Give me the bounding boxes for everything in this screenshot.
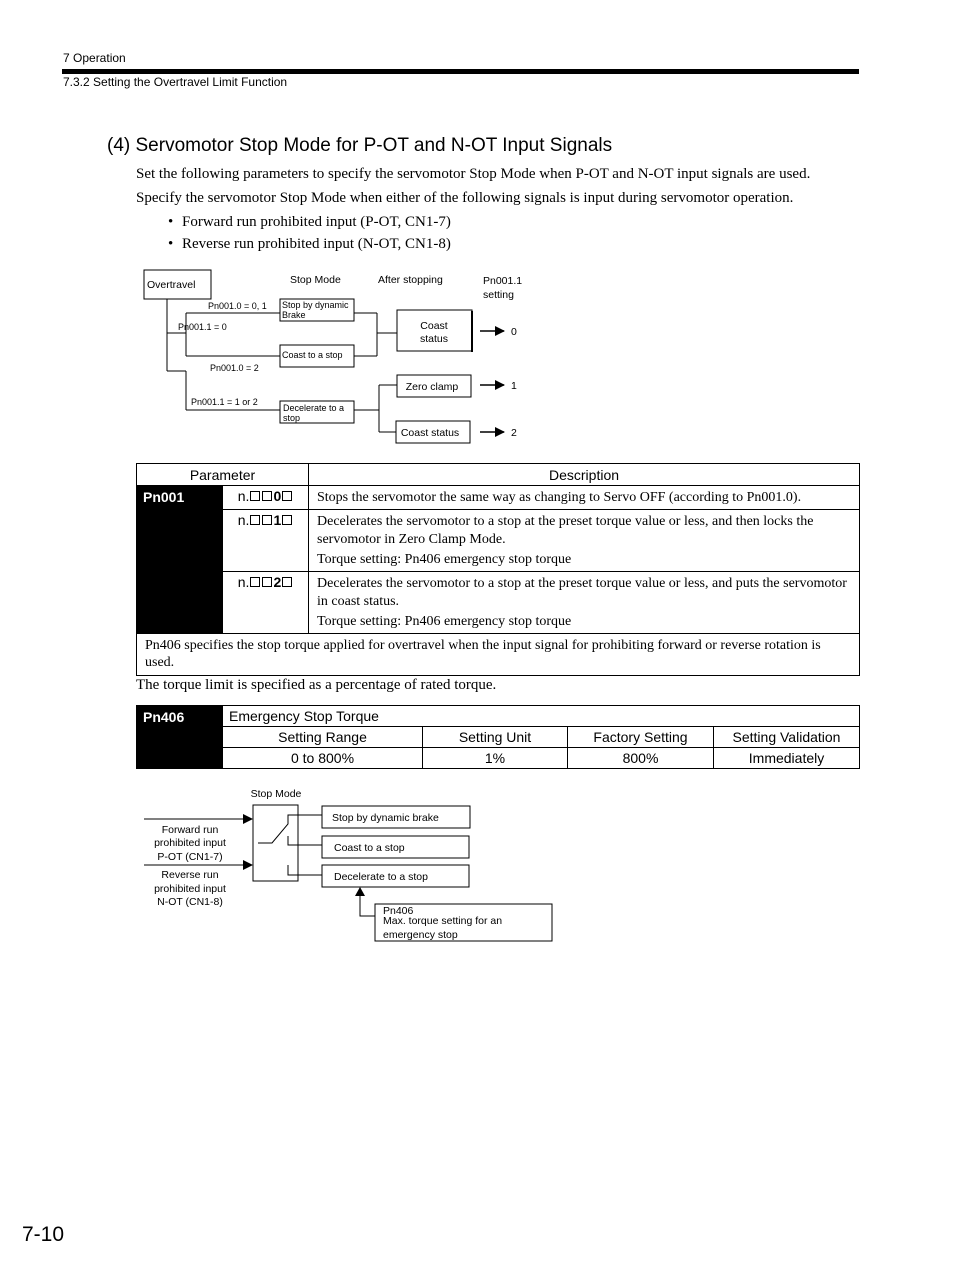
section-header: 7.3.2 Setting the Overtravel Limit Function xyxy=(63,75,288,89)
param-note: Pn406 specifies the stop torque applied for overtravel when the input signal for prohibiting forward or reverse rotation is used. xyxy=(137,634,860,676)
section-title: (4) Servomotor Stop Mode for P-OT and N-OT Input Signals xyxy=(107,135,613,156)
header-parameter: Parameter xyxy=(137,464,309,486)
page-number: 7-10 xyxy=(22,1223,65,1246)
coast-to-stop-label: Coast to a stop xyxy=(282,350,343,360)
pn406-cell: Pn406 xyxy=(137,706,223,769)
chapter-header: 7 Operation xyxy=(63,51,126,65)
fwd-line1: Forward run xyxy=(161,824,219,836)
header-setting-range: Setting Range xyxy=(223,727,423,748)
param-description: Decelerates the servomotor to a stop at the preset torque value or less, and then locks the servomotor in Zero Clamp Mode. Torque setting: Pn406 emergency stop torque xyxy=(309,510,860,572)
stop-mode-flow-diagram xyxy=(0,0,954,460)
bullet-text: Forward run prohibited input (P-OT, CN1-7) xyxy=(182,214,451,230)
stop-dyn-line1: Stop by dynamic xyxy=(282,300,349,310)
header-description: Description xyxy=(309,464,860,486)
pn406-name: Emergency Stop Torque xyxy=(223,706,860,727)
coast-status-line1: Coast xyxy=(420,320,448,332)
torque-note: The torque limit is specified as a percentage of rated torque. xyxy=(136,677,497,693)
parameter-table xyxy=(136,463,860,676)
col-setting-1: Pn001.1 xyxy=(483,275,523,287)
cond-pn0011-0: Pn001.1 = 0 xyxy=(178,322,227,332)
header-factory-setting: Factory Setting xyxy=(568,727,714,748)
value-setting-range: 0 to 800% xyxy=(223,748,423,769)
fwd-line2: prohibited input xyxy=(154,837,226,849)
cond-pn0010-2: Pn001.0 = 2 xyxy=(210,363,259,373)
pn001-cell: Pn001 xyxy=(137,486,223,634)
col-setting-2: setting xyxy=(483,289,514,301)
value-factory-setting: 800% xyxy=(568,748,714,769)
rev-line2: prohibited input xyxy=(154,883,226,895)
decel-line2: stop xyxy=(283,413,301,423)
rev-line3: N-OT (CN1-8) xyxy=(157,896,223,908)
param-code: n. 0 xyxy=(223,486,309,510)
cond-pn0010-01: Pn001.0 = 0, 1 xyxy=(208,301,267,311)
overtravel-label: Overtravel xyxy=(147,279,196,291)
param-description: Stops the servomotor the same way as changing to Servo OFF (according to Pn001.0). xyxy=(309,486,860,510)
setting-0: 0 xyxy=(511,326,517,338)
coast-status-2-label: Coast status xyxy=(400,427,460,439)
setting-1: 1 xyxy=(511,380,517,392)
intro-paragraph-2: Specify the servomotor Stop Mode when either of the following signals is input during servomotor operation. xyxy=(136,190,794,206)
stop-mode-label: Stop Mode xyxy=(250,788,302,800)
stop-dyn-line2: Brake xyxy=(282,310,306,320)
pn406-line1: Pn406 xyxy=(383,905,414,917)
coast-status-line2: status xyxy=(419,333,449,345)
fwd-line3: P-OT (CN1-7) xyxy=(157,851,223,863)
opt-dynamic-brake-label: Stop by dynamic brake xyxy=(332,812,439,824)
stop-mode-switch-diagram xyxy=(0,780,954,950)
intro-paragraph-1: Set the following parameters to specify the servomotor Stop Mode when P-OT and N-OT input signals are used. xyxy=(136,166,811,182)
bullet-item: • Reverse run prohibited input (N-OT, CN1-8) xyxy=(168,236,451,252)
opt-coast-label: Coast to a stop xyxy=(334,842,405,854)
decel-line1: Decelerate to a xyxy=(283,403,345,413)
bullet-text: Reverse run prohibited input (N-OT, CN1-8) xyxy=(182,236,451,252)
pn406-table xyxy=(136,705,860,769)
bullet-item: • Forward run prohibited input (P-OT, CN1-7) xyxy=(168,214,451,230)
header-setting-unit: Setting Unit xyxy=(423,727,568,748)
rev-line1: Reverse run xyxy=(161,869,219,881)
opt-decel-label: Decelerate to a stop xyxy=(334,871,428,883)
col-after-stopping: After stopping xyxy=(378,274,443,286)
value-setting-validation: Immediately xyxy=(714,748,860,769)
param-code: n. 1 xyxy=(223,510,309,572)
value-setting-unit: 1% xyxy=(423,748,568,769)
param-code: n. 2 xyxy=(223,572,309,634)
col-stop-mode: Stop Mode xyxy=(290,274,341,286)
pn406-line2: Max. torque setting for an xyxy=(383,915,503,927)
setting-2: 2 xyxy=(511,427,517,439)
header-setting-validation: Setting Validation xyxy=(714,727,860,748)
zero-clamp-label: Zero clamp xyxy=(405,381,459,393)
cond-pn0011-12: Pn001.1 = 1 or 2 xyxy=(191,397,258,407)
param-description: Decelerates the servomotor to a stop at the preset torque value or less, and puts the servomotor in coast status. Torque setting: Pn406 emergency stop torque xyxy=(309,572,860,634)
pn406-line3: emergency stop xyxy=(383,929,458,941)
